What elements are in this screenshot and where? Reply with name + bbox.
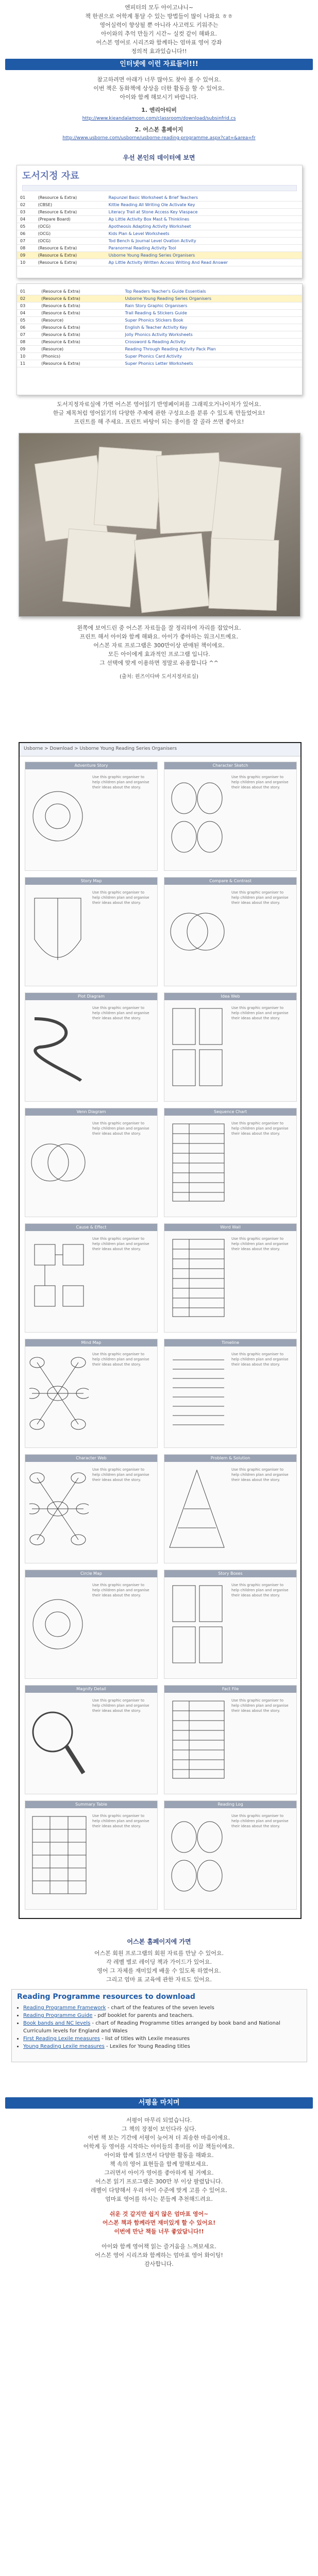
organiser-template-graphic	[169, 772, 228, 863]
library-table-2	[17, 288, 302, 367]
row-number: 09	[17, 346, 38, 353]
organiser-template-graphic	[29, 1350, 89, 1440]
worksheet-sheet	[94, 447, 162, 529]
row-number: 01	[17, 288, 38, 295]
organiser-description: Use this graphic organiser to help children plan and organise their ideas about the story.	[231, 1698, 289, 1713]
resources-box	[11, 1989, 307, 2062]
table-row[interactable]	[17, 331, 302, 339]
organiser-title: Compare & Contrast	[164, 878, 296, 885]
row-category: (Resource & Extra)	[35, 252, 106, 259]
row-title[interactable]: Rapunzel Basic Worksheet & Brief Teachers	[106, 194, 302, 201]
row-number: 06	[17, 324, 38, 331]
row-title[interactable]: Usborne Young Reading Series Organisers	[122, 295, 302, 302]
catalog-header: Usborne > Download > Usborne Young Reading Series Organisers	[20, 743, 300, 756]
row-category: (Resource & Extra)	[35, 259, 106, 266]
organiser-template-graphic	[29, 1811, 89, 1901]
organiser-title: Venn Diagram	[25, 1108, 157, 1116]
resource-link-first-lexile[interactable]: First Reading Lexile measures	[23, 2036, 100, 2042]
organiser-card[interactable]	[164, 1570, 297, 1679]
table-row[interactable]	[17, 259, 302, 266]
printed-worksheets-photo	[19, 433, 300, 617]
library-screenshot-2	[16, 283, 303, 395]
organiser-card[interactable]	[164, 877, 297, 986]
organiser-description: Use this graphic organiser to help children plan and organise their ideas about the story.	[231, 775, 289, 789]
resource-item: • Reading Programme Framework - chart of the features of the seven levels	[23, 2004, 302, 2012]
organiser-title: Timeline	[164, 1339, 296, 1346]
organiser-template-graphic	[29, 1003, 89, 1093]
organiser-card[interactable]	[164, 1223, 297, 1333]
row-title[interactable]: Paranormal Reading Activity Tool	[106, 245, 302, 252]
organiser-card[interactable]	[164, 762, 297, 871]
row-number: 02	[17, 295, 38, 302]
organiser-template-graphic	[29, 1234, 89, 1324]
organiser-template-graphic	[29, 1696, 89, 1786]
organiser-card[interactable]	[25, 1339, 158, 1448]
organiser-card[interactable]	[164, 1339, 297, 1448]
site2-label: 2. 어스본 홈페이지	[135, 126, 183, 133]
row-number: 05	[17, 223, 35, 230]
row-title[interactable]: Kittie Reading All Writing Ole Activate Key	[106, 201, 302, 209]
row-title[interactable]: Reading Through Reading Activity Pack Plan	[122, 346, 302, 353]
table-row[interactable]	[17, 216, 302, 223]
organiser-title: Magnify Detail	[25, 1686, 157, 1693]
row-category: (Resource & Extra)	[38, 331, 122, 339]
organiser-card[interactable]	[25, 1454, 158, 1563]
row-title[interactable]: Ap Little Activity Box Mast & Thinklines	[106, 216, 302, 223]
organiser-description: Use this graphic organiser to help children plan and organise their ideas about the story.	[92, 1121, 149, 1136]
organiser-description: Use this graphic organiser to help children plan and organise their ideas about the story.	[231, 1814, 289, 1828]
table-row[interactable]	[17, 209, 302, 216]
row-number: 02	[17, 201, 35, 209]
row-category: (Resource & Extra)	[38, 310, 122, 317]
row-category: (Resource)	[38, 346, 122, 353]
row-title[interactable]: English & Teacher Activity Key	[122, 324, 302, 331]
resource-link-young-lexile[interactable]: Young Reading Lexile measures	[23, 2044, 105, 2049]
table-row[interactable]	[17, 346, 302, 353]
row-number: 01	[17, 194, 35, 201]
row-title[interactable]: Crossword & Reading Activity	[122, 339, 302, 346]
organiser-title: Problem & Solution	[164, 1455, 296, 1462]
intro-text: 엔피터의 모두 아이고냐니~ 책 한권으로 어학계 통달 수 있는 방법들이 많이 나와요 ㅎㅎ 영어실력이 향상될 뿐 아니라 사고력도 키워주는 아이와의 추억 만들기 시간~ 실컷 같이 해봐요. 어스본 영어로 시리즈와 함께하는 엄마표 영어 강좌 정의적 효과있습니다!!	[85, 4, 233, 55]
row-number: 07	[17, 331, 38, 339]
site2-link[interactable]: http://www.usborne.com/usborne/usborne-reading-programme.aspx?cat=&area=fr	[62, 136, 256, 141]
organiser-card[interactable]	[164, 1800, 297, 1910]
organiser-title: Summary Table	[25, 1801, 157, 1808]
worksheet-sheet	[211, 461, 281, 546]
table-row[interactable]	[17, 295, 302, 302]
organiser-template-graphic	[169, 1003, 228, 1093]
organiser-card[interactable]	[25, 1685, 158, 1794]
organiser-title: Fact File	[164, 1686, 296, 1693]
resource-item: • Young Reading Lexile measures - Lexiles for Young Reading titles	[23, 2043, 302, 2050]
table-row[interactable]	[17, 302, 302, 310]
organiser-description: Use this graphic organiser to help children plan and organise their ideas about the story.	[231, 1121, 289, 1136]
row-title[interactable]: Top Readers Teacher's Guide Essentials	[122, 288, 302, 295]
row-category: (Resource & Extra)	[38, 339, 122, 346]
section1-text: 참고하려면 아래가 너무 많아도 찾아 볼 수 있어요. 이번 책은 동화책에 상상을 더한 활동을 할 수 있어요. 아이와 함께 해보시기 바랍니다. 1. 엔리아티비 http://www.kieandalamoon.com/classroom/download/subsinfrid.cs 2. 어스본 홈페이지 http://www.usborne.com/usborne/usborne-reading-programme.aspx?cat=&area=fr	[0, 75, 318, 143]
row-number: 10	[17, 353, 38, 360]
organiser-description: Use this graphic organiser to help children plan and organise their ideas about the story.	[92, 775, 149, 789]
section3-text: 왼쪽에 보여드린 중 어스본 자료들을 잘 정리하여 자리를 잡았어요. 프린트 해서 아이와 함께 해봐요. 아이가 좋아하는 워크시트예요. 어스본 자료 프로그램은 300만이상 판매된 책이에요. 모든 아이에게 효과적인 프로그램 입니다. 그 선택에 맞게 이용하면 정말로 유용합니다 ^^ (출처: 윈즈이다바 도서지정자료실)	[77, 625, 241, 680]
row-title[interactable]: Literacy Trail at Stone Access Key Vlaspace	[106, 209, 302, 216]
table-row[interactable]	[17, 252, 302, 259]
organiser-description: Use this graphic organiser to help children plan and organise their ideas about the story.	[231, 1006, 289, 1020]
organiser-card[interactable]	[25, 1800, 158, 1910]
organiser-card[interactable]	[164, 992, 297, 1102]
organiser-title: Character Web	[25, 1455, 157, 1462]
organiser-title: Idea Web	[164, 993, 296, 1000]
row-title[interactable]: Kids Plan & Level Worksheets	[106, 230, 302, 238]
organiser-title: Story Map	[25, 878, 157, 885]
section-banner-resources: 인터넷에 이런 자료들이!!!	[5, 59, 313, 70]
row-number: 04	[17, 310, 38, 317]
row-category: (Resource & Extra)	[38, 360, 122, 367]
organiser-description: Use this graphic organiser to help children plan and organise their ideas about the story.	[92, 1006, 149, 1020]
organiser-title: Circle Map	[25, 1570, 157, 1577]
row-category: (OCG)	[35, 223, 106, 230]
organiser-template-graphic	[169, 888, 228, 978]
row-category: (Resource & Extra)	[35, 209, 106, 216]
row-category: (Resource & Extra)	[38, 302, 122, 310]
row-title[interactable]: Super Phonics Letter Worksheets	[122, 360, 302, 367]
table-row[interactable]	[17, 223, 302, 230]
organiser-title: Plot Diagram	[25, 993, 157, 1000]
organiser-description: Use this graphic organiser to help children plan and organise their ideas about the story.	[92, 890, 149, 905]
resource-item: • First Reading Lexile measures - list of titles with Lexile measures	[23, 2035, 302, 2043]
organiser-template-graphic	[29, 888, 89, 978]
row-category: (Resource)	[38, 317, 122, 324]
section2-text: 도서지정자료실에 가면 어스본 영어읽기 반영페이퍼를 그래픽오거나이저가 있어요. 한글 제목처럼 영어읽기의 다양한 주제에 관한 구성요소를 분류 수 있도록 만들었어요! 프린트를 해 주세요. 프린트 바탕이 되는 종이를 잘 골라 쓰면 좋아요!	[53, 401, 265, 425]
row-title[interactable]: Jolly Phonics Activity Worksheets	[122, 331, 302, 339]
row-title[interactable]: Super Phonics Card Activity	[122, 353, 302, 360]
row-title[interactable]: Rain Story Graphic Organisers	[122, 302, 302, 310]
organiser-template-graphic	[169, 1811, 228, 1901]
table-row[interactable]	[17, 201, 302, 209]
organiser-card[interactable]	[164, 1685, 297, 1794]
organiser-title: Cause & Effect	[25, 1224, 157, 1231]
library-table	[17, 194, 302, 266]
row-category: (Prepare Board)	[35, 216, 106, 223]
row-number: 04	[17, 216, 35, 223]
organiser-description: Use this graphic organiser to help children plan and organise their ideas about the story.	[92, 1352, 149, 1367]
row-number: 08	[17, 245, 35, 252]
organiser-description: Use this graphic organiser to help children plan and organise their ideas about the story.	[92, 1698, 149, 1713]
row-number: 09	[17, 252, 35, 259]
row-title[interactable]: Tod Bench & Journal Level Ovation Activity	[106, 238, 302, 245]
table-row[interactable]	[17, 324, 302, 331]
row-number: 10	[17, 259, 35, 266]
organiser-title: Sequence Chart	[164, 1108, 296, 1116]
organiser-template-graphic	[29, 1465, 89, 1555]
organiser-template-graphic	[169, 1119, 228, 1209]
organiser-card[interactable]	[25, 1108, 158, 1217]
organiser-template-graphic	[29, 1119, 89, 1209]
organiser-description: Use this graphic organiser to help children plan and organise their ideas about the story.	[92, 1237, 149, 1251]
organiser-title: Reading Log	[164, 1801, 296, 1808]
table-row[interactable]	[17, 339, 302, 346]
row-number: 03	[17, 302, 38, 310]
row-category: (Resource & Extra)	[38, 288, 122, 295]
row-title[interactable]: Super Phonics Stickers Book	[122, 317, 302, 324]
resources-list	[23, 2004, 302, 2050]
worksheet-sheet	[62, 529, 137, 608]
table-row[interactable]	[17, 194, 302, 201]
table-row[interactable]	[17, 288, 302, 295]
row-number: 05	[17, 317, 38, 324]
row-title[interactable]: Usborne Young Reading Series Organisers	[106, 252, 302, 259]
organisers-catalog	[19, 742, 302, 1919]
organiser-description: Use this graphic organiser to help children plan and organise their ideas about the story.	[231, 1583, 289, 1597]
organiser-template-graphic	[169, 1696, 228, 1786]
organiser-template-graphic	[169, 1580, 228, 1671]
resource-link-bookbands[interactable]: Book bands and NC levels	[23, 2021, 91, 2026]
organiser-card[interactable]	[25, 1570, 158, 1679]
organiser-description: Use this graphic organiser to help children plan and organise their ideas about the story.	[231, 1468, 289, 1482]
site1-label: 1. 엔리아티비	[141, 107, 177, 113]
table-row[interactable]	[17, 238, 302, 245]
organiser-card[interactable]	[25, 762, 158, 871]
organiser-card[interactable]	[25, 992, 158, 1102]
row-category: (OCG)	[35, 230, 106, 238]
organiser-description: Use this graphic organiser to help children plan and organise their ideas about the story.	[231, 890, 289, 905]
closing-highlight: 쉬운 것 같지만 쉽지 않은 엄마표 영어~ 어스본 책과 함께라면 재미있게 할 수 있어요! 이번에 만난 책들 너무 좋았답니다!!	[102, 2211, 216, 2235]
table-row[interactable]	[17, 360, 302, 367]
row-number: 06	[17, 230, 35, 238]
row-category: (Resource & Extra)	[38, 295, 122, 302]
library-screenshot-1	[16, 165, 303, 278]
row-title[interactable]: Apotheosis Adapting Activity Worksheet	[106, 223, 302, 230]
row-title[interactable]: Trail Reading & Stickers Guide	[122, 310, 302, 317]
table-row[interactable]	[17, 353, 302, 360]
row-category: (Phonics)	[38, 353, 122, 360]
worksheet-sheet	[209, 538, 279, 611]
organiser-template-graphic	[169, 1465, 228, 1555]
row-number: 08	[17, 339, 38, 346]
organiser-description: Use this graphic organiser to help children plan and organise their ideas about the story.	[92, 1468, 149, 1482]
organiser-template-graphic	[169, 1350, 228, 1440]
organiser-card[interactable]	[25, 877, 158, 986]
organiser-title: Adventure Story	[25, 762, 157, 769]
row-number: 11	[17, 360, 38, 367]
organiser-description: Use this graphic organiser to help children plan and organise their ideas about the story.	[231, 1352, 289, 1367]
section4-text: 어스본 회원 프로그램의 회원 자료를 만날 수 있어요. 각 레벨 별로 레이딩 책과 가이드가 있어요. 영어 그 자체를 재미있게 배울 수 있도록 하였어요. 그리고 엄마 표 교육에 관한 자료도 있어요.	[94, 1950, 224, 1983]
section4-title: 어스본 홈페이지에 가면	[127, 1938, 191, 1945]
table-row[interactable]	[17, 310, 302, 317]
row-number: 03	[17, 209, 35, 216]
row-category: (Resource & Extra)	[38, 324, 122, 331]
organiser-card[interactable]	[164, 1454, 297, 1563]
row-category: (CBSE)	[35, 201, 106, 209]
site1-link[interactable]: http://www.kieandalamoon.com/classroom/download/subsinfrid.cs	[82, 116, 236, 121]
worksheet-sheet	[134, 533, 209, 613]
filter-bar	[22, 185, 297, 191]
table-row[interactable]	[17, 317, 302, 324]
organiser-template-graphic	[169, 1234, 228, 1324]
organiser-card[interactable]	[25, 1223, 158, 1333]
resources-title: Reading Programme resources to download	[17, 1993, 195, 2001]
organiser-title: Story Boxes	[164, 1570, 296, 1577]
section-banner-closing: 서평을 마치며	[5, 2097, 313, 2109]
resource-item: • Book bands and NC levels - chart of Reading Programme titles arranged by book band and National Curriculum levels for England and Wales	[23, 2019, 302, 2035]
organiser-card[interactable]	[164, 1108, 297, 1217]
library-title: 도서지정 자료	[22, 171, 79, 181]
resource-link-guide[interactable]: Reading Programme Guide	[23, 2013, 93, 2018]
organiser-title: Character Sketch	[164, 762, 296, 769]
shot1-caption: 우선 본인의 데이터에 보면	[123, 154, 195, 161]
resource-link-framework[interactable]: Reading Programme Framework	[23, 2005, 106, 2011]
row-category: (Resource & Extra)	[35, 194, 106, 201]
table-row[interactable]	[17, 245, 302, 252]
organiser-template-graphic	[29, 1580, 89, 1671]
table-row[interactable]	[17, 230, 302, 238]
closing-text: 서평이 마무리 되었습니다. 그 책의 장점이 보인다라 싶다. 이번 책 보는 기간에 서평이 늦어져 더 죄송한 마음이에요. 어학계 등 영어를 시작하는 아이들의 흥미를 이끌 책들이에요. 아이와 함께 읽으면서 다양한 활동을 해봐요. 책 속의 영어 표현들을 함께 말해보세요. 그러면서 아이가 영어를 좋아하게 될 거예요. 어스본 읽기 프로그램은 300만 부 이상 팔렸답니다. 레벨이 다양해서 우리 아이 수준에 맞게 고를 수 있어요. 엄마표 영어를 하시는 분들께 추천해드려요. 쉬운 것 같지만 쉽지 않은 엄마표 영어~ 어스본 책과 함께라면 재미있게 할 수 있어요! 이번에 만난 책들 너무 좋았답니다!! 아이와 함께 영어책 읽는 즐거움을 느껴보세요. 어스본 영어 시리즈와 함께하는 엄마표 영어 화이팅! 감사합니다.	[0, 2116, 318, 2268]
organiser-description: Use this graphic organiser to help children plan and organise their ideas about the story.	[231, 1237, 289, 1251]
organiser-template-graphic	[29, 772, 89, 863]
organiser-title: Mind Map	[25, 1339, 157, 1346]
organiser-description: Use this graphic organiser to help children plan and organise their ideas about the story.	[92, 1583, 149, 1597]
row-title[interactable]: Ap Little Activity Written Access Writing And Read Answer	[106, 259, 302, 266]
resource-item: • Reading Programme Guide - pdf booklet for parents and teachers.	[23, 2012, 302, 2019]
row-category: (Resource & Extra)	[35, 245, 106, 252]
row-category: (OCG)	[35, 238, 106, 245]
organiser-title: Word Wall	[164, 1224, 296, 1231]
row-number: 07	[17, 238, 35, 245]
organiser-description: Use this graphic organiser to help children plan and organise their ideas about the story.	[92, 1814, 149, 1828]
